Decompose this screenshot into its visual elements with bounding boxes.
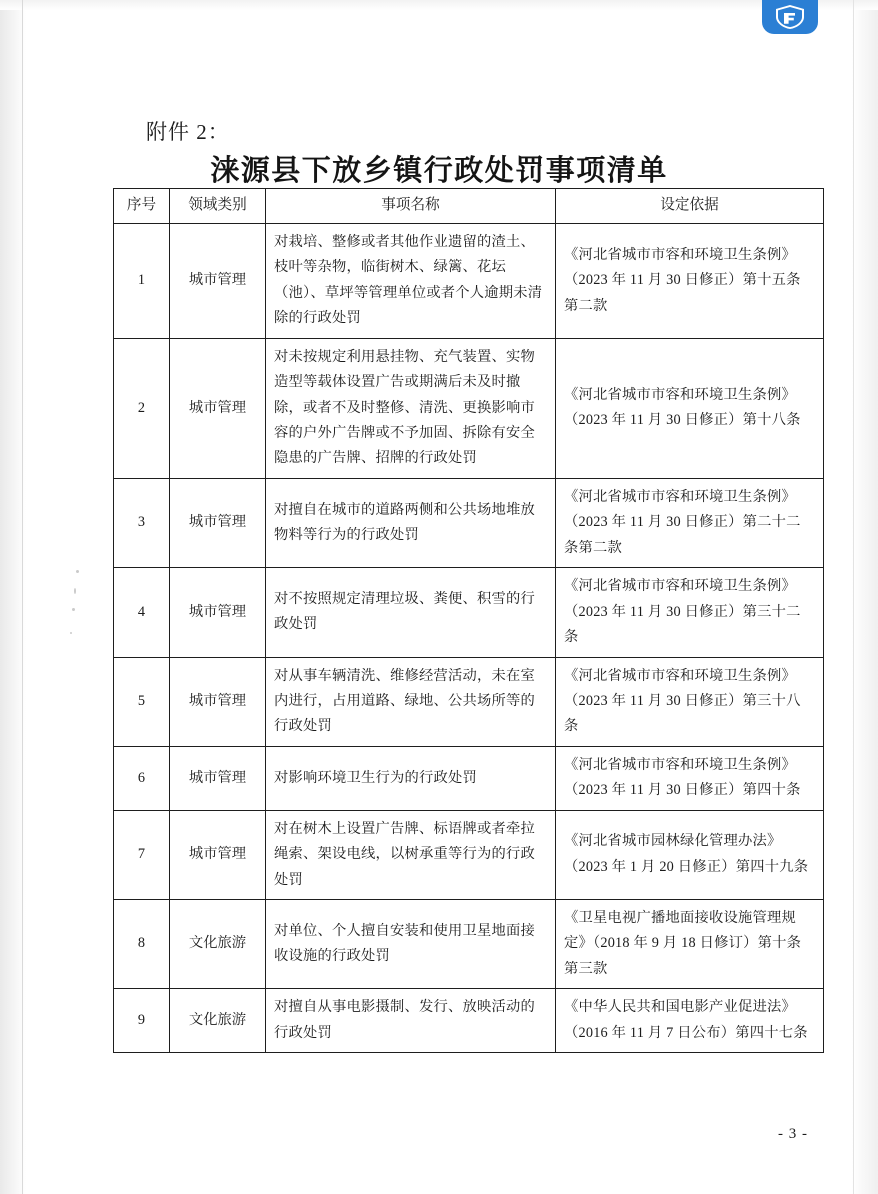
cell-item: 对单位、个人擅自安装和使用卫星地面接收设施的行政处罚 xyxy=(266,900,556,989)
scan-speck xyxy=(74,588,76,594)
cell-no: 2 xyxy=(114,338,170,478)
table-row xyxy=(114,746,824,810)
scan-speck xyxy=(72,608,75,611)
table-row xyxy=(114,810,824,899)
cell-item: 对影响环境卫生行为的行政处罚 xyxy=(266,746,556,810)
cell-category: 城市管理 xyxy=(170,810,266,899)
cell-category: 城市管理 xyxy=(170,746,266,810)
cell-no: 7 xyxy=(114,810,170,899)
cell-item: 对未按规定利用悬挂物、充气装置、实物造型等载体设置广告或期满后未及时撤除，或者不及时整修、清洗、更换影响市容的户外广告牌或不予加固、拆除有安全隐患的广告牌、招牌的行政处罚 xyxy=(266,338,556,478)
scan-speck xyxy=(70,632,72,634)
cell-item: 对栽培、整修或者其他作业遗留的渣土、枝叶等杂物，临街树木、绿篱、花坛（池）、草坪等管理单位或者个人逾期未清除的行政处罚 xyxy=(266,223,556,338)
cell-no: 3 xyxy=(114,478,170,567)
attachment-label: 附件 2： xyxy=(146,120,230,144)
cell-no: 6 xyxy=(114,746,170,810)
cell-category: 城市管理 xyxy=(170,338,266,478)
page-title: 涞源县下放乡镇行政处罚事项清单 xyxy=(210,153,668,187)
cell-category: 文化旅游 xyxy=(170,900,266,989)
cell-item: 对从事车辆清洗、维修经营活动，未在室内进行，占用道路、绿地、公共场所等的行政处罚 xyxy=(266,657,556,746)
column-header-no: 序号 xyxy=(114,189,170,224)
scan-speck xyxy=(76,570,79,573)
cell-category: 城市管理 xyxy=(170,568,266,657)
cell-category: 城市管理 xyxy=(170,657,266,746)
cell-item: 对擅自从事电影摄制、发行、放映活动的行政处罚 xyxy=(266,989,556,1053)
cell-item: 对在树木上设置广告牌、标语牌或者牵拉绳索、架设电线，以树承重等行为的行政处罚 xyxy=(266,810,556,899)
column-header-category: 领域类别 xyxy=(170,189,266,224)
cell-category: 文化旅游 xyxy=(170,989,266,1053)
cell-item: 对不按照规定清理垃圾、粪便、积雪的行政处罚 xyxy=(266,568,556,657)
cell-category: 城市管理 xyxy=(170,478,266,567)
table-header-row xyxy=(114,189,824,224)
table-row xyxy=(114,900,824,989)
table-row xyxy=(114,223,824,338)
cell-item: 对擅自在城市的道路两侧和公共场地堆放物料等行为的行政处罚 xyxy=(266,478,556,567)
shield-logo-icon xyxy=(762,0,818,34)
cell-no: 8 xyxy=(114,900,170,989)
cell-basis: 《河北省城市园林绿化管理办法》（2023 年 1 月 20 日修正）第四十九条 xyxy=(556,810,824,899)
table-row xyxy=(114,478,824,567)
cell-basis: 《河北省城市市容和环境卫生条例》（2023 年 11 月 30 日修正）第十八条 xyxy=(556,338,824,478)
cell-no: 9 xyxy=(114,989,170,1053)
cell-basis: 《河北省城市市容和环境卫生条例》（2023 年 11 月 30 日修正）第三十八条 xyxy=(556,657,824,746)
cell-basis: 《河北省城市市容和环境卫生条例》（2023 年 11 月 30 日修正）第二十二条第二款 xyxy=(556,478,824,567)
cell-category: 城市管理 xyxy=(170,223,266,338)
column-header-basis: 设定依据 xyxy=(556,189,824,224)
page-number: - 3 - xyxy=(778,1126,808,1142)
column-header-item: 事项名称 xyxy=(266,189,556,224)
cell-basis: 《中华人民共和国电影产业促进法》（2016 年 11 月 7 日公布）第四十七条 xyxy=(556,989,824,1053)
table-row xyxy=(114,338,824,478)
table-row xyxy=(114,989,824,1053)
cell-basis: 《卫星电视广播地面接收设施管理规定》（2018 年 9 月 18 日修订）第十条第三款 xyxy=(556,900,824,989)
cell-basis: 《河北省城市市容和环境卫生条例》（2023 年 11 月 30 日修正）第三十二条 xyxy=(556,568,824,657)
cell-basis: 《河北省城市市容和环境卫生条例》（2023 年 11 月 30 日修正）第十五条第二款 xyxy=(556,223,824,338)
penalty-items-table xyxy=(113,188,824,1053)
cell-no: 5 xyxy=(114,657,170,746)
cell-no: 1 xyxy=(114,223,170,338)
cell-no: 4 xyxy=(114,568,170,657)
cell-basis: 《河北省城市市容和环境卫生条例》（2023 年 11 月 30 日修正）第四十条 xyxy=(556,746,824,810)
table-row xyxy=(114,568,824,657)
table-row xyxy=(114,657,824,746)
scan-top-shadow xyxy=(0,0,878,10)
